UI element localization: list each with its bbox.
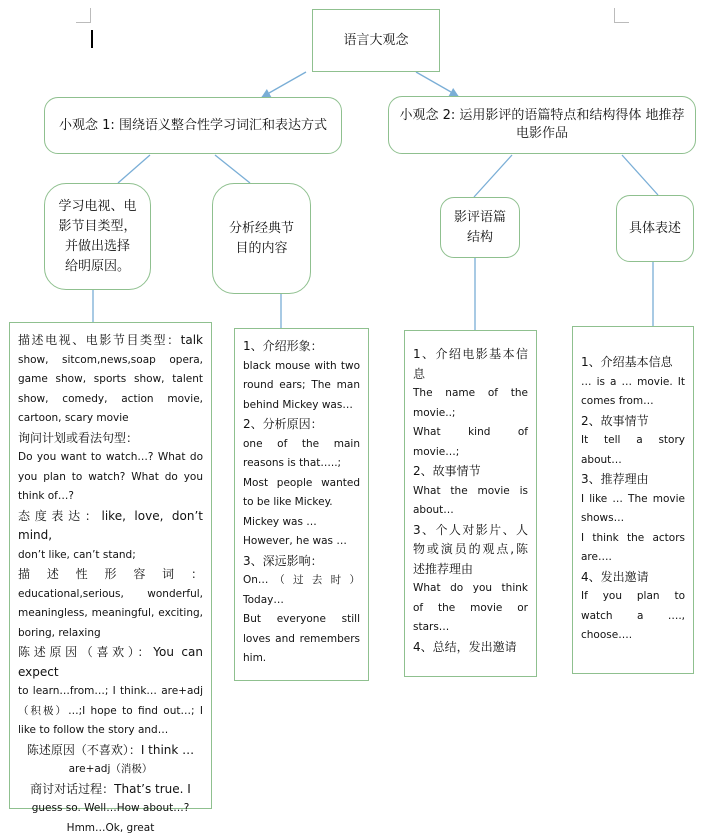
col4-line-0: 1、介绍基本信息 — [581, 353, 685, 373]
col2-line-0: 1、介绍形象： — [243, 337, 360, 357]
col2-line-11: 3、深远影响： — [243, 552, 360, 572]
col1-line-18: like to follow the story and… — [18, 721, 203, 741]
col2-line-12: On… （ 过 去 时 ） — [243, 571, 360, 591]
col1-line-13: meaningless, meaningful, exciting, — [18, 604, 203, 624]
col3-line-12: What do you think — [413, 579, 528, 599]
root-concept-label: 语言大观念 — [343, 32, 408, 50]
tv-types-line-2: 影节目类型， — [58, 217, 136, 237]
col1-line-17: （积极）…;I hope to find out…; I — [18, 702, 203, 722]
structure-detail-box — [404, 330, 537, 677]
col4-line-6: 3、推荐理由 — [581, 470, 685, 490]
col1-line-5: 询问计划或看法句型： — [18, 429, 203, 449]
line-concept2-to-expression — [622, 155, 658, 195]
classics-detail-box — [234, 328, 369, 681]
expression-detail-box — [572, 326, 694, 674]
col1-line-15: 陈述原因（喜欢）：You can expect — [18, 643, 203, 682]
col4-line-8: shows… — [581, 509, 685, 529]
col1-line-8: think of…? — [18, 487, 203, 507]
col3-line-4: What kind of — [413, 423, 528, 443]
classics-line-2: 目的内容 — [235, 239, 287, 259]
tv-types-detail-box — [9, 322, 212, 809]
tv-types-line-4: 给明原因。 — [65, 257, 130, 277]
col2-line-4: 2、分析原因： — [243, 415, 360, 435]
concept1-box — [44, 97, 342, 154]
col2-line-2: round ears; The man — [243, 376, 360, 396]
col2-line-14: But everyone still — [243, 610, 360, 630]
classics-line-1: 分析经典节 — [229, 219, 294, 239]
col1-line-19: 陈述原因（不喜欢）：I think … — [18, 741, 203, 761]
col4-line-4: It tell a story — [581, 431, 685, 451]
col3-line-5: movie…; — [413, 443, 528, 463]
col3-line-6: 2、故事情节 — [413, 462, 528, 482]
col4-line-10: are…. — [581, 548, 685, 568]
tv-types-line-3: 并做出选择 — [65, 237, 130, 257]
col4-line-13: watch a …., — [581, 607, 685, 627]
col2-line-9: Mickey was … — [243, 513, 360, 533]
col3-line-13: of the movie or — [413, 599, 528, 619]
col2-line-16: him. — [243, 649, 360, 669]
col3-line-9: 3、个人对影片、人 — [413, 521, 528, 541]
col3-line-8: about… — [413, 501, 528, 521]
col4-line-5: about… — [581, 451, 685, 471]
arrow-root-to-concept2 — [416, 72, 458, 96]
col4-line-12: If you plan to — [581, 587, 685, 607]
col3-line-0: 1、介绍电影基本信 — [413, 345, 528, 365]
expression-label: 具体表述 — [629, 220, 681, 238]
structure-line-2: 结构 — [467, 228, 493, 248]
expression-box — [616, 195, 694, 262]
col2-line-10: However, he was … — [243, 532, 360, 552]
col3-line-7: What the movie is — [413, 482, 528, 502]
col2-line-3: behind Mickey was… — [243, 396, 360, 416]
col2-line-8: to be like Mickey. — [243, 493, 360, 513]
col2-line-1: black mouse with two — [243, 357, 360, 377]
col1-line-9: 态度表达：like, love, don’t mind, — [18, 507, 203, 546]
col3-line-1: 息 — [413, 365, 528, 385]
col1-line-6: Do you want to watch…? What do — [18, 448, 203, 468]
col1-line-20: are+adj（消极） — [18, 760, 203, 780]
col1-line-22: guess so. Well…How about…? — [18, 799, 203, 819]
col1-line-3: show, comedy, action movie, — [18, 390, 203, 410]
classics-box — [212, 183, 311, 294]
col4-line-2: comes from… — [581, 392, 685, 412]
arrow-root-to-concept1 — [262, 72, 306, 97]
col4-line-9: I think the actors — [581, 529, 685, 549]
col4-line-1: … is a … movie. It — [581, 373, 685, 393]
col1-line-7: you plan to watch? What do you — [18, 468, 203, 488]
tv-types-line-1: 学习电视、电 — [58, 197, 136, 217]
concept1-label: 小观念 1: 围绕语义整合性学习词汇和表达方式 — [59, 117, 327, 135]
structure-box — [440, 197, 520, 258]
line-concept1-to-classics — [215, 155, 250, 183]
col1-line-23: Hmm…Ok, great — [18, 819, 203, 838]
col3-line-15: 4、总结，发出邀请 — [413, 638, 528, 658]
concept2-label: 小观念 2: 运用影评的语篇特点和结构得体 地推荐电影作品 — [399, 107, 685, 143]
col1-line-16: to learn…from…; I think… are+adj — [18, 682, 203, 702]
col4-line-7: I like … The movie — [581, 490, 685, 510]
col1-line-14: boring, relaxing — [18, 624, 203, 644]
col2-line-13: Today… — [243, 591, 360, 611]
col2-line-7: Most people wanted — [243, 474, 360, 494]
col2-line-15: loves and remembers — [243, 630, 360, 650]
col3-line-2: The name of the — [413, 384, 528, 404]
col1-line-10: don’t like, can’t stand; — [18, 546, 203, 566]
root-concept-box — [312, 9, 440, 72]
line-concept1-to-tv-types — [118, 155, 150, 183]
col2-line-5: one of the main — [243, 435, 360, 455]
tv-types-box — [44, 183, 151, 290]
col3-line-3: movie..; — [413, 404, 528, 424]
col1-line-4: cartoon, scary movie — [18, 409, 203, 429]
col1-line-2: game show, sports show, talent — [18, 370, 203, 390]
concept2-box — [388, 96, 696, 154]
col1-line-1: show, sitcom,news,soap opera, — [18, 351, 203, 371]
col1-line-11: 描 述 性 形 容 词 ： — [18, 565, 203, 585]
col3-line-14: stars… — [413, 618, 528, 638]
col2-line-6: reasons is that…..; — [243, 454, 360, 474]
structure-line-1: 影评语篇 — [454, 208, 506, 228]
col4-line-11: 4、发出邀请 — [581, 568, 685, 588]
col1-line-12: educational,serious, wonderful, — [18, 585, 203, 605]
col1-line-21: 商讨对话过程：That’s true. I — [18, 780, 203, 800]
col3-line-10: 物或演员的观点,陈 — [413, 540, 528, 560]
line-concept2-to-structure — [474, 155, 512, 197]
col4-line-3: 2、故事情节 — [581, 412, 685, 432]
col3-line-11: 述推荐理由 — [413, 560, 528, 580]
col1-line-0: 描述电视、电影节目类型：talk — [18, 331, 203, 351]
col4-line-14: choose…. — [581, 626, 685, 646]
